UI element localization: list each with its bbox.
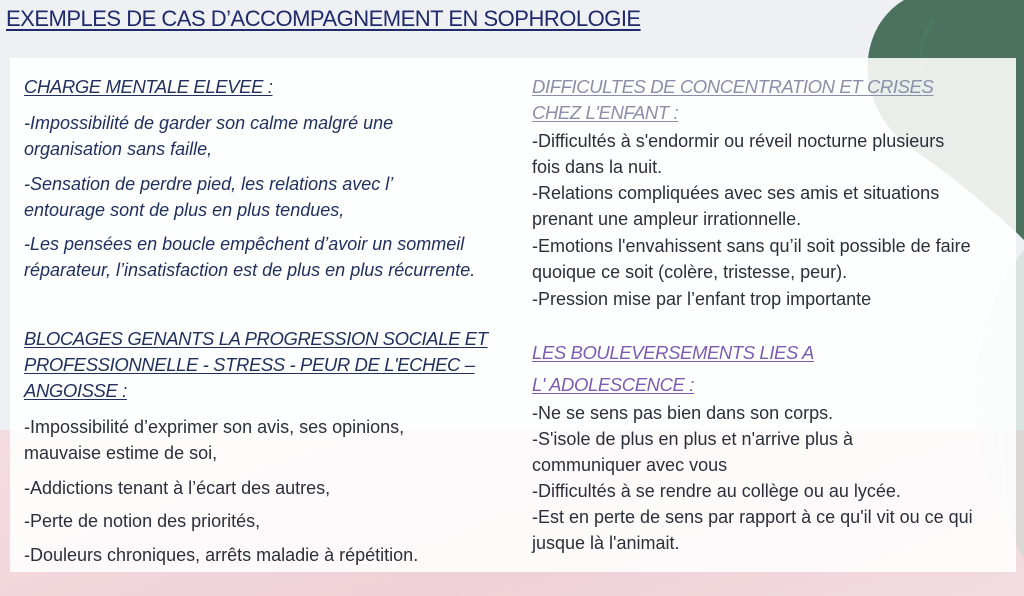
list-item: -Sensation de perdre pied, les relations avec l’ entourage sont de plus en plus tendues, — [24, 174, 393, 220]
list-item: -S'isole de plus en plus et n'arrive plus à communiquer avec vous — [532, 429, 854, 475]
list-item: -Difficultés à s'endormir ou réveil nocturne plusieurs fois dans la nuit. — [532, 131, 945, 177]
heading-charge-mentale: CHARGE MENTALE ELEVEE : — [24, 76, 273, 97]
list-item: -Les pensées en boucle empêchent d’avoir un sommeil réparateur, l’insatisfaction est de plus en plus récurrente. — [24, 234, 476, 280]
list-item: -Addictions tenant à l’écart des autres, — [24, 478, 331, 498]
list-item: -Impossibilité de garder son calme malgré une organisation sans faille, — [24, 113, 394, 159]
list-item: -Emotions l'envahissent sans qu’il soit possible de faire quoique ce soit (colère, tristesse, peur). — [532, 236, 971, 282]
heading-adolescence-line2: L' ADOLESCENCE : — [532, 374, 694, 395]
list-item: -Impossibilité d’exprimer son avis, ses opinions, mauvaise estime de soi, — [24, 417, 405, 463]
list-item: -Est en perte de sens par rapport à ce qu'il vit ou ce qui jusque là l'animait. — [532, 507, 973, 553]
list-item: -Relations compliquées avec ses amis et situations prenant une ampleur irrationnelle. — [532, 183, 940, 229]
list-item: -Douleurs chroniques, arrêts maladie à répétition. — [24, 545, 419, 565]
content-panel — [10, 58, 1016, 572]
list-item: -Pression mise par l’enfant trop importante — [532, 289, 872, 309]
list-item: -Difficultés à se rendre au collège ou au lycée. — [532, 481, 901, 501]
page-title: EXEMPLES DE CAS D’ACCOMPAGNEMENT EN SOPHROLOGIE — [6, 6, 641, 31]
heading-blocages: BLOCAGES GENANTS LA PROGRESSION SOCIALE ET PROFESSIONNELLE - STRESS - PEUR DE L'ECHEC – ANGOISSE : — [24, 328, 488, 401]
heading-adolescence-line1: LES BOULEVERSEMENTS LIES A — [532, 342, 814, 363]
heading-difficultes-enfant: DIFFICULTES DE CONCENTRATION ET CRISES CHEZ L'ENFANT : — [532, 76, 934, 123]
list-item: -Perte de notion des priorités, — [24, 511, 261, 531]
list-item: -Ne se sens pas bien dans son corps. — [532, 403, 834, 423]
